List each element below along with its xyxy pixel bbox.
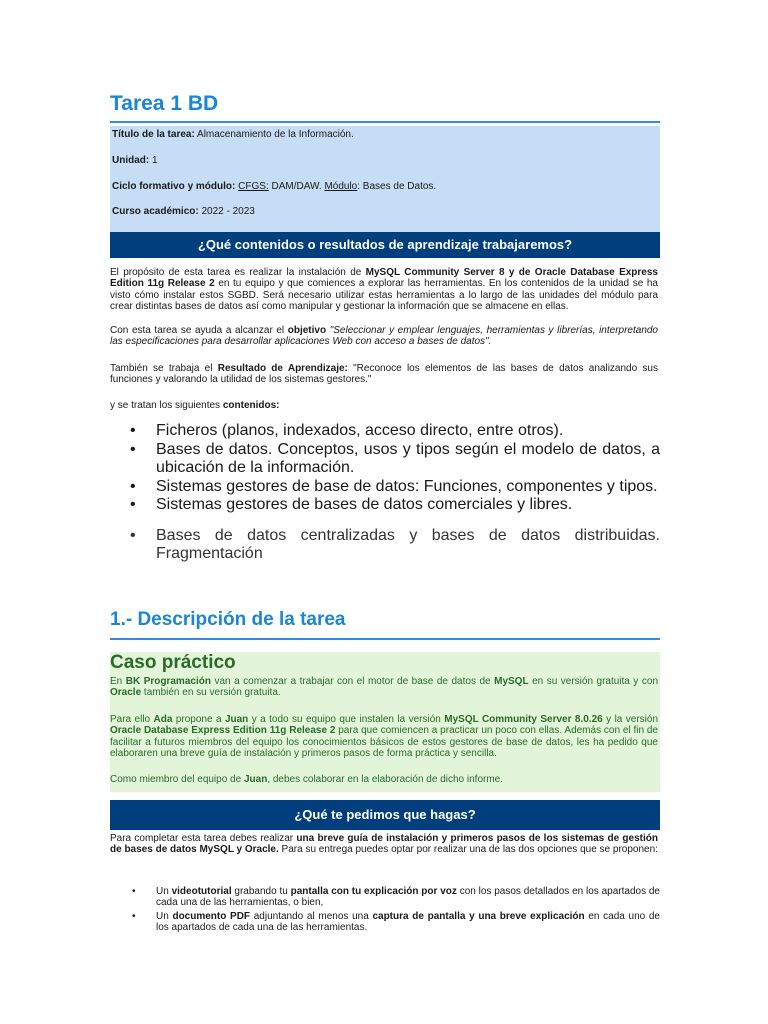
option-text: grabando tu: [231, 886, 291, 897]
case-study-box: [110, 652, 660, 792]
purpose-text-1: El propósito de esta tarea es realizar la instalación de: [110, 267, 366, 278]
mysql-version: MySQL Community Server 8.0.26: [444, 714, 603, 725]
oracle-version: Oracle Database Express Edition 11g Release 2: [110, 725, 336, 737]
list-item: [110, 478, 660, 497]
case-paragraph-1: [110, 676, 658, 699]
list-item: [110, 496, 660, 515]
case-text: y la versión: [602, 714, 659, 725]
option-type: videotutorial: [171, 886, 232, 897]
person-juan: Juan: [243, 774, 268, 785]
bullet-icon: •: [130, 422, 136, 439]
contents-banner: ¿Qué contenidos o resultados de aprendizaje trabajaremos?: [110, 232, 660, 258]
title-underline: [110, 121, 660, 123]
case-text: también en su versión gratuita.: [141, 687, 281, 699]
request-paragraph: [110, 833, 658, 856]
option-text: en cada uno de los apartados de cada una de las herramientas.: [156, 910, 660, 933]
task-info-box: [110, 126, 660, 232]
bullet-icon: •: [130, 477, 136, 495]
purpose-paragraph: [110, 267, 658, 312]
list-item: [110, 527, 660, 564]
bullet-icon: •: [132, 910, 136, 922]
objective-label: objetivo: [287, 325, 327, 336]
unit-row: [112, 155, 158, 166]
bullet-icon: •: [130, 440, 136, 458]
unit-value: 1: [149, 155, 158, 166]
list-item-text: Sistemas gestores de bases de datos comerciales y libres.: [156, 496, 573, 513]
contents-intro-paragraph: [110, 400, 658, 411]
list-item-text: Bases de datos. Conceptos, usos y tipos según el modelo de datos, a ubicación de la información.: [156, 440, 660, 476]
learning-result-label: Resultado de Aprendizaje:: [217, 363, 348, 374]
bullet-icon: •: [130, 526, 136, 544]
page-title: Tarea 1 BD: [110, 92, 219, 115]
cycle-row: [112, 181, 436, 192]
purpose-text-2: en tu equipo y que comiences a explorar las herramientas. En los contenidos de la unidad se ha visto cómo instalar estos SGBD. Será necesario utilizar estas herramientas a lo largo de las unidades del módulo para crear distintas bases de datos así como manipular y gestionar la información que se almacene en ellas.: [110, 278, 658, 312]
option-text: adjuntando al menos una: [250, 910, 373, 922]
learning-result-paragraph: [110, 363, 658, 386]
cfgs-text: CFGS:: [238, 181, 269, 192]
list-item-text: Sistemas gestores de base de datos: Funciones, componentes y tipos.: [156, 477, 658, 495]
bullet-icon: •: [130, 496, 136, 513]
option-detail: pantalla con tu explicación por voz: [290, 886, 457, 897]
option-type: documento PDF: [172, 910, 251, 922]
mysql-name: MySQL: [494, 676, 529, 687]
option-text: Un: [156, 910, 173, 922]
course-value: 2022 - 2023: [198, 206, 255, 217]
unit-label: Unidad:: [112, 155, 150, 166]
section-underline: [110, 638, 660, 640]
list-item: [110, 911, 660, 934]
oracle-name: Oracle: [110, 687, 142, 699]
case-text: En: [110, 676, 126, 687]
objective-text-1: Con esta tarea se ayuda a alcanzar el: [110, 325, 288, 336]
list-item: [110, 422, 660, 441]
objective-quote: "Seleccionar y emplear lenguajes, herramientas y librerías, interpretando las especificaciones para desarrollar aplicaciones Web con acceso a bases de datos".: [110, 325, 658, 348]
person-juan: Juan: [224, 714, 249, 725]
case-text: van a comenzar a trabajar con el motor de base de datos de: [210, 676, 495, 687]
option-text: con los pasos detallados en los apartados de cada una de las herramientas, o bien,: [156, 886, 660, 909]
person-ada: Ada: [153, 714, 173, 725]
objective-paragraph: [110, 325, 658, 348]
option-detail: captura de pantalla y una breve explicación: [372, 910, 585, 922]
case-paragraph-3: [110, 774, 658, 785]
course-label: Curso académico:: [112, 206, 199, 217]
bullet-icon: •: [132, 886, 136, 897]
options-list: [110, 886, 660, 935]
case-text: Como miembro del equipo de: [110, 774, 244, 785]
case-text: para que comiencen a practicar un poco con ellas. Además con el fin de facilitar a futuros miembros del equipo los conocimientos básicos de estos gestores de base de datos, les ha pedido que elaboraren una breve guía de instalación y primeros pasos de forma práctica y sencilla.: [110, 725, 658, 759]
list-item-text: Bases de datos centralizadas y bases de datos distribuidas. Fragmentación: [156, 526, 660, 562]
learning-result-text-1: También se trabaja el: [110, 363, 218, 374]
purpose-software: MySQL Community Server 8 y de Oracle Database Express Edition 11g Release 2: [110, 267, 658, 290]
case-text: propone a: [172, 714, 225, 725]
request-guide: una breve guía de instalación y primeros pasos de los sistemas de gestión de bases de datos MySQL y Oracle.: [110, 833, 658, 856]
request-text-1: Para completar esta tarea debes realizar: [110, 833, 297, 844]
module-label: Módulo: [324, 181, 358, 192]
option-text: Un: [156, 886, 172, 897]
learning-result-quote: "Reconoce los elementos de las bases de datos analizando sus funciones y valorando la utilidad de los sistemas gestores.": [110, 363, 658, 386]
course-row: [112, 206, 255, 217]
list-item: [110, 886, 660, 909]
cycle-label: Ciclo formativo y módulo:: [112, 181, 236, 192]
case-text: , debes colaborar en la elaboración de dicho informe.: [267, 774, 504, 785]
contents-intro-label: contenidos:: [222, 400, 280, 411]
case-text: y a todo su equipo que instalen la versión: [248, 714, 445, 725]
task-title-label: Título de la tarea:: [112, 129, 195, 140]
task-title-value: Almacenamiento de la Información.: [194, 129, 354, 140]
case-text: Para ello: [110, 714, 154, 725]
request-banner: ¿Qué te pedimos que hagas?: [110, 800, 660, 830]
company-name: BK Programación: [125, 676, 211, 687]
request-text-2: Para su entrega puedes optar por realizar una de las dos opciones que se proponen:: [278, 844, 658, 856]
case-paragraph-2: [110, 714, 658, 759]
module-value: : Bases de Datos.: [357, 181, 437, 192]
cycle-value: DAM/DAW.: [268, 181, 325, 192]
list-item-text: Ficheros (planos, indexados, acceso directo, entre otros).: [156, 422, 564, 439]
contents-list: [110, 422, 660, 564]
case-study-heading: Caso práctico: [110, 652, 236, 673]
list-item: [110, 441, 660, 478]
case-text: en su versión gratuita y con: [528, 676, 659, 687]
section-title: 1.- Descripción de la tarea: [110, 609, 346, 630]
contents-intro-text: y se tratan los siguientes: [110, 400, 223, 411]
task-title-row: [112, 129, 354, 140]
